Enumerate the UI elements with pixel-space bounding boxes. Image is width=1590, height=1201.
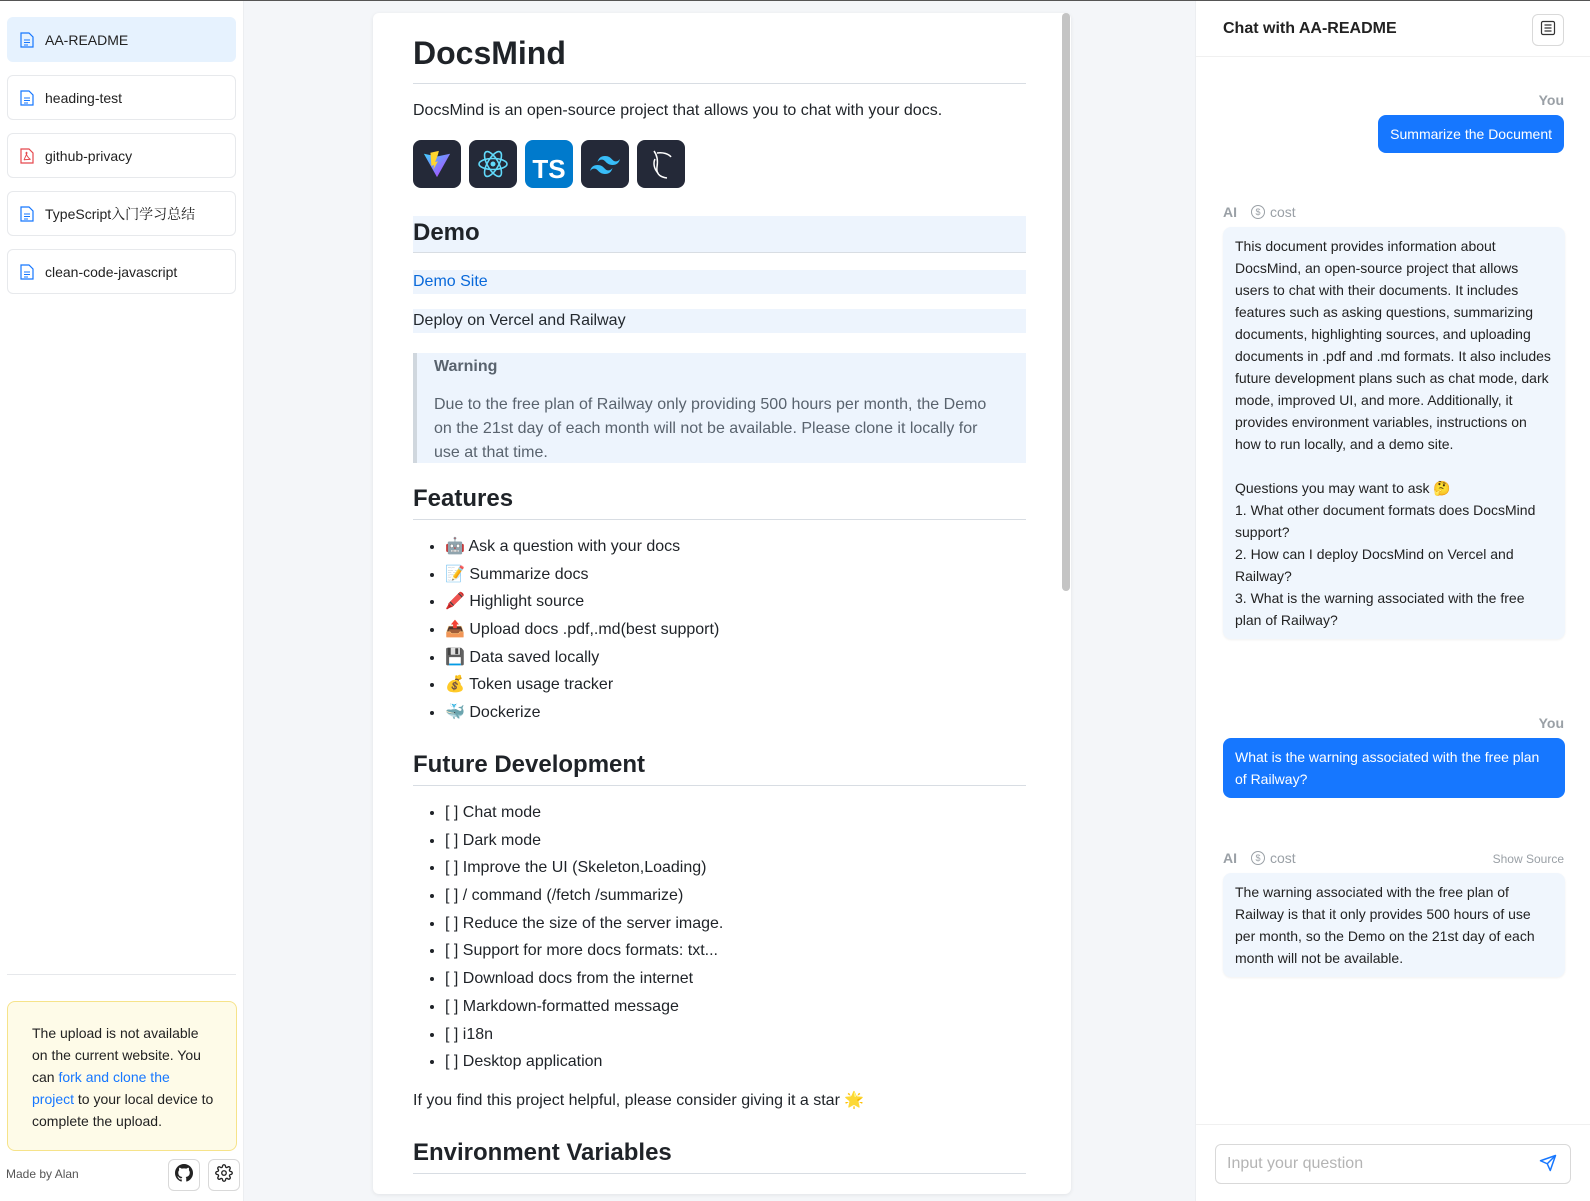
list-item: • [ ] / command (/fetch /summarize) — [445, 882, 723, 910]
list-item: • 📝 Summarize docs — [445, 561, 719, 589]
doc-item-clean-code-javascript[interactable] — [7, 249, 236, 294]
demo-heading: Demo — [413, 219, 480, 246]
file-text-icon — [20, 206, 34, 222]
settings-button[interactable] — [208, 1159, 240, 1191]
title-divider — [413, 83, 1026, 84]
list-item: • [ ] Chat mode — [445, 799, 723, 827]
doc-list — [0, 1, 243, 294]
suggested-questions-title: Questions you may want to ask 🤔 — [1235, 480, 1451, 496]
doc-item-github-privacy[interactable] — [7, 133, 236, 178]
list-item: • 🤖 Ask a question with your docs — [445, 533, 719, 561]
list-item: • 🐳 Dockerize — [445, 699, 719, 727]
list-item: • 💰 Token usage tracker — [445, 671, 719, 699]
doc-item-label: AA-README — [45, 31, 129, 48]
list-item: • [ ] Support for more docs formats: txt... — [445, 937, 723, 965]
typescript-badge-text: TS — [532, 153, 566, 184]
sidebar — [0, 1, 244, 1201]
demo-heading-block — [413, 216, 1026, 253]
list-item: • [ ] Download docs from the internet — [445, 965, 723, 993]
ai-label: AI — [1223, 204, 1237, 220]
doc-item-heading-test[interactable] — [7, 75, 236, 120]
ai-message-meta — [1223, 204, 1296, 220]
file-text-icon — [20, 264, 34, 280]
sidebar-divider — [7, 974, 236, 975]
doc-item-label: github-privacy — [45, 147, 133, 164]
suggested-question: 3. What is the warning associated with the free plan of Railway? — [1235, 590, 1525, 628]
doc-item-label: clean-code-javascript — [45, 263, 178, 280]
doc-item-label: TypeScript入门学习总结 — [45, 205, 196, 222]
question-input[interactable] — [1215, 1144, 1571, 1184]
user-message: Summarize the Document — [1378, 115, 1564, 153]
features-heading: Features — [413, 485, 514, 512]
list-item: • 💾 Data saved locally — [445, 644, 719, 672]
show-source-link[interactable]: Show Source — [1492, 852, 1564, 866]
notice-text-after: to your local device to complete the upload. — [32, 1091, 214, 1129]
ai-label: AI — [1223, 850, 1237, 866]
ai-message: The warning associated with the free plan of Railway is that it only provides 500 hours of use per month, so the Demo on the 21st day of each month will not be available. — [1223, 873, 1565, 977]
demo-site-link[interactable]: Demo Site — [413, 273, 488, 290]
flask-logo-icon — [637, 140, 685, 188]
gear-icon — [215, 1164, 233, 1187]
send-icon — [1539, 1154, 1557, 1177]
list-item: • 📤 Upload docs .pdf,.md(best support) — [445, 616, 719, 644]
doc-item-aa-readme[interactable] — [7, 17, 236, 62]
react-logo-icon — [469, 140, 517, 188]
future-list — [445, 799, 723, 1076]
deploy-text: Deploy on Vercel and Railway — [413, 312, 626, 329]
user-label: You — [1538, 92, 1564, 108]
cost-label[interactable]: cost — [1270, 850, 1296, 866]
user-message: What is the warning associated with the free plan of Railway? — [1223, 738, 1565, 798]
made-by-label: Made by Alan — [6, 1167, 79, 1181]
github-icon — [175, 1164, 193, 1187]
chat-input-area — [1196, 1124, 1590, 1201]
cost-label[interactable]: cost — [1270, 204, 1296, 220]
list-item: • [ ] Markdown-formatted message — [445, 993, 723, 1021]
ai-message — [1223, 227, 1565, 639]
deploy-text-block — [413, 309, 1026, 333]
send-button[interactable] — [1537, 1154, 1559, 1176]
doc-item-label: heading-test — [45, 89, 123, 106]
suggested-question: 2. How can I deploy DocsMind on Vercel and Railway? — [1235, 546, 1514, 584]
list-item: • [ ] Desktop application — [445, 1048, 723, 1076]
ai-summary-text: This document provides information about DocsMind, an open-source project that allows users to chat with their documents. It includes features such as asking questions, summarizing documents, highlighting sources, and uploading documents in .pdf and .md formats. It also includes future development plans such as chat mode, dark mode, improved UI, and more. Additionally, it provides environment variables, instructions on how to run locally, and a demo site. — [1235, 238, 1551, 452]
document-intro: DocsMind is an open-source project that allows you to chat with your docs. — [413, 102, 943, 119]
notice-text-before: The upload is not available on the current website. You can — [32, 1025, 201, 1085]
message-spacer — [1235, 455, 1553, 477]
future-heading: Future Development — [413, 751, 646, 778]
warning-title: Warning — [434, 358, 498, 375]
chat-panel — [1195, 1, 1590, 1201]
dollar-circle-icon: $ — [1251, 851, 1265, 865]
env-divider — [413, 1173, 1026, 1174]
ai-message-meta — [1223, 850, 1296, 866]
file-text-icon — [20, 32, 34, 48]
features-divider — [413, 519, 1026, 520]
list-item: • [ ] Dark mode — [445, 827, 723, 855]
vite-logo-icon — [413, 140, 461, 188]
list-item: • 🖍️ Highlight source — [445, 588, 719, 616]
features-list — [445, 533, 719, 727]
fork-project-link[interactable]: fork and clone the project — [32, 1069, 170, 1107]
file-pdf-icon — [20, 148, 34, 164]
chat-title: Chat with AA-README — [1223, 20, 1397, 37]
dollar-circle-icon: $ — [1251, 205, 1265, 219]
star-request-text: If you find this project helpful, please consider giving it a star 🌟 — [413, 1092, 865, 1109]
list-item: • [ ] i18n — [445, 1021, 723, 1049]
warning-callout — [413, 353, 1026, 463]
demo-link-block — [413, 270, 1026, 294]
panel-layout-icon — [1540, 20, 1556, 41]
tailwind-logo-icon — [581, 140, 629, 188]
suggested-question: 1. What other document formats does DocsMind support? — [1235, 502, 1536, 540]
user-label: You — [1538, 715, 1564, 731]
list-item: • [ ] Reduce the size of the server image. — [445, 910, 723, 938]
typescript-logo-icon — [525, 140, 573, 188]
upload-notice — [7, 1001, 237, 1151]
future-divider — [413, 785, 1026, 786]
tech-badges — [413, 140, 685, 188]
env-heading: Environment Variables — [413, 1139, 672, 1166]
file-text-icon — [20, 90, 34, 106]
github-button[interactable] — [168, 1159, 200, 1191]
document-title: DocsMind — [413, 35, 566, 71]
document-viewer[interactable] — [373, 13, 1071, 1194]
list-item: • [ ] Improve the UI (Skeleton,Loading) — [445, 854, 723, 882]
toggle-panel-button[interactable] — [1532, 14, 1564, 46]
document-scrollbar[interactable] — [1062, 13, 1070, 591]
warning-body: Due to the free plan of Railway only providing 500 hours per month, the Demo on the 21st day of each month will not be available. Please clone it locally for use at that time. — [434, 396, 987, 461]
chat-header — [1196, 1, 1590, 57]
doc-item-typescript[interactable] — [7, 191, 236, 236]
